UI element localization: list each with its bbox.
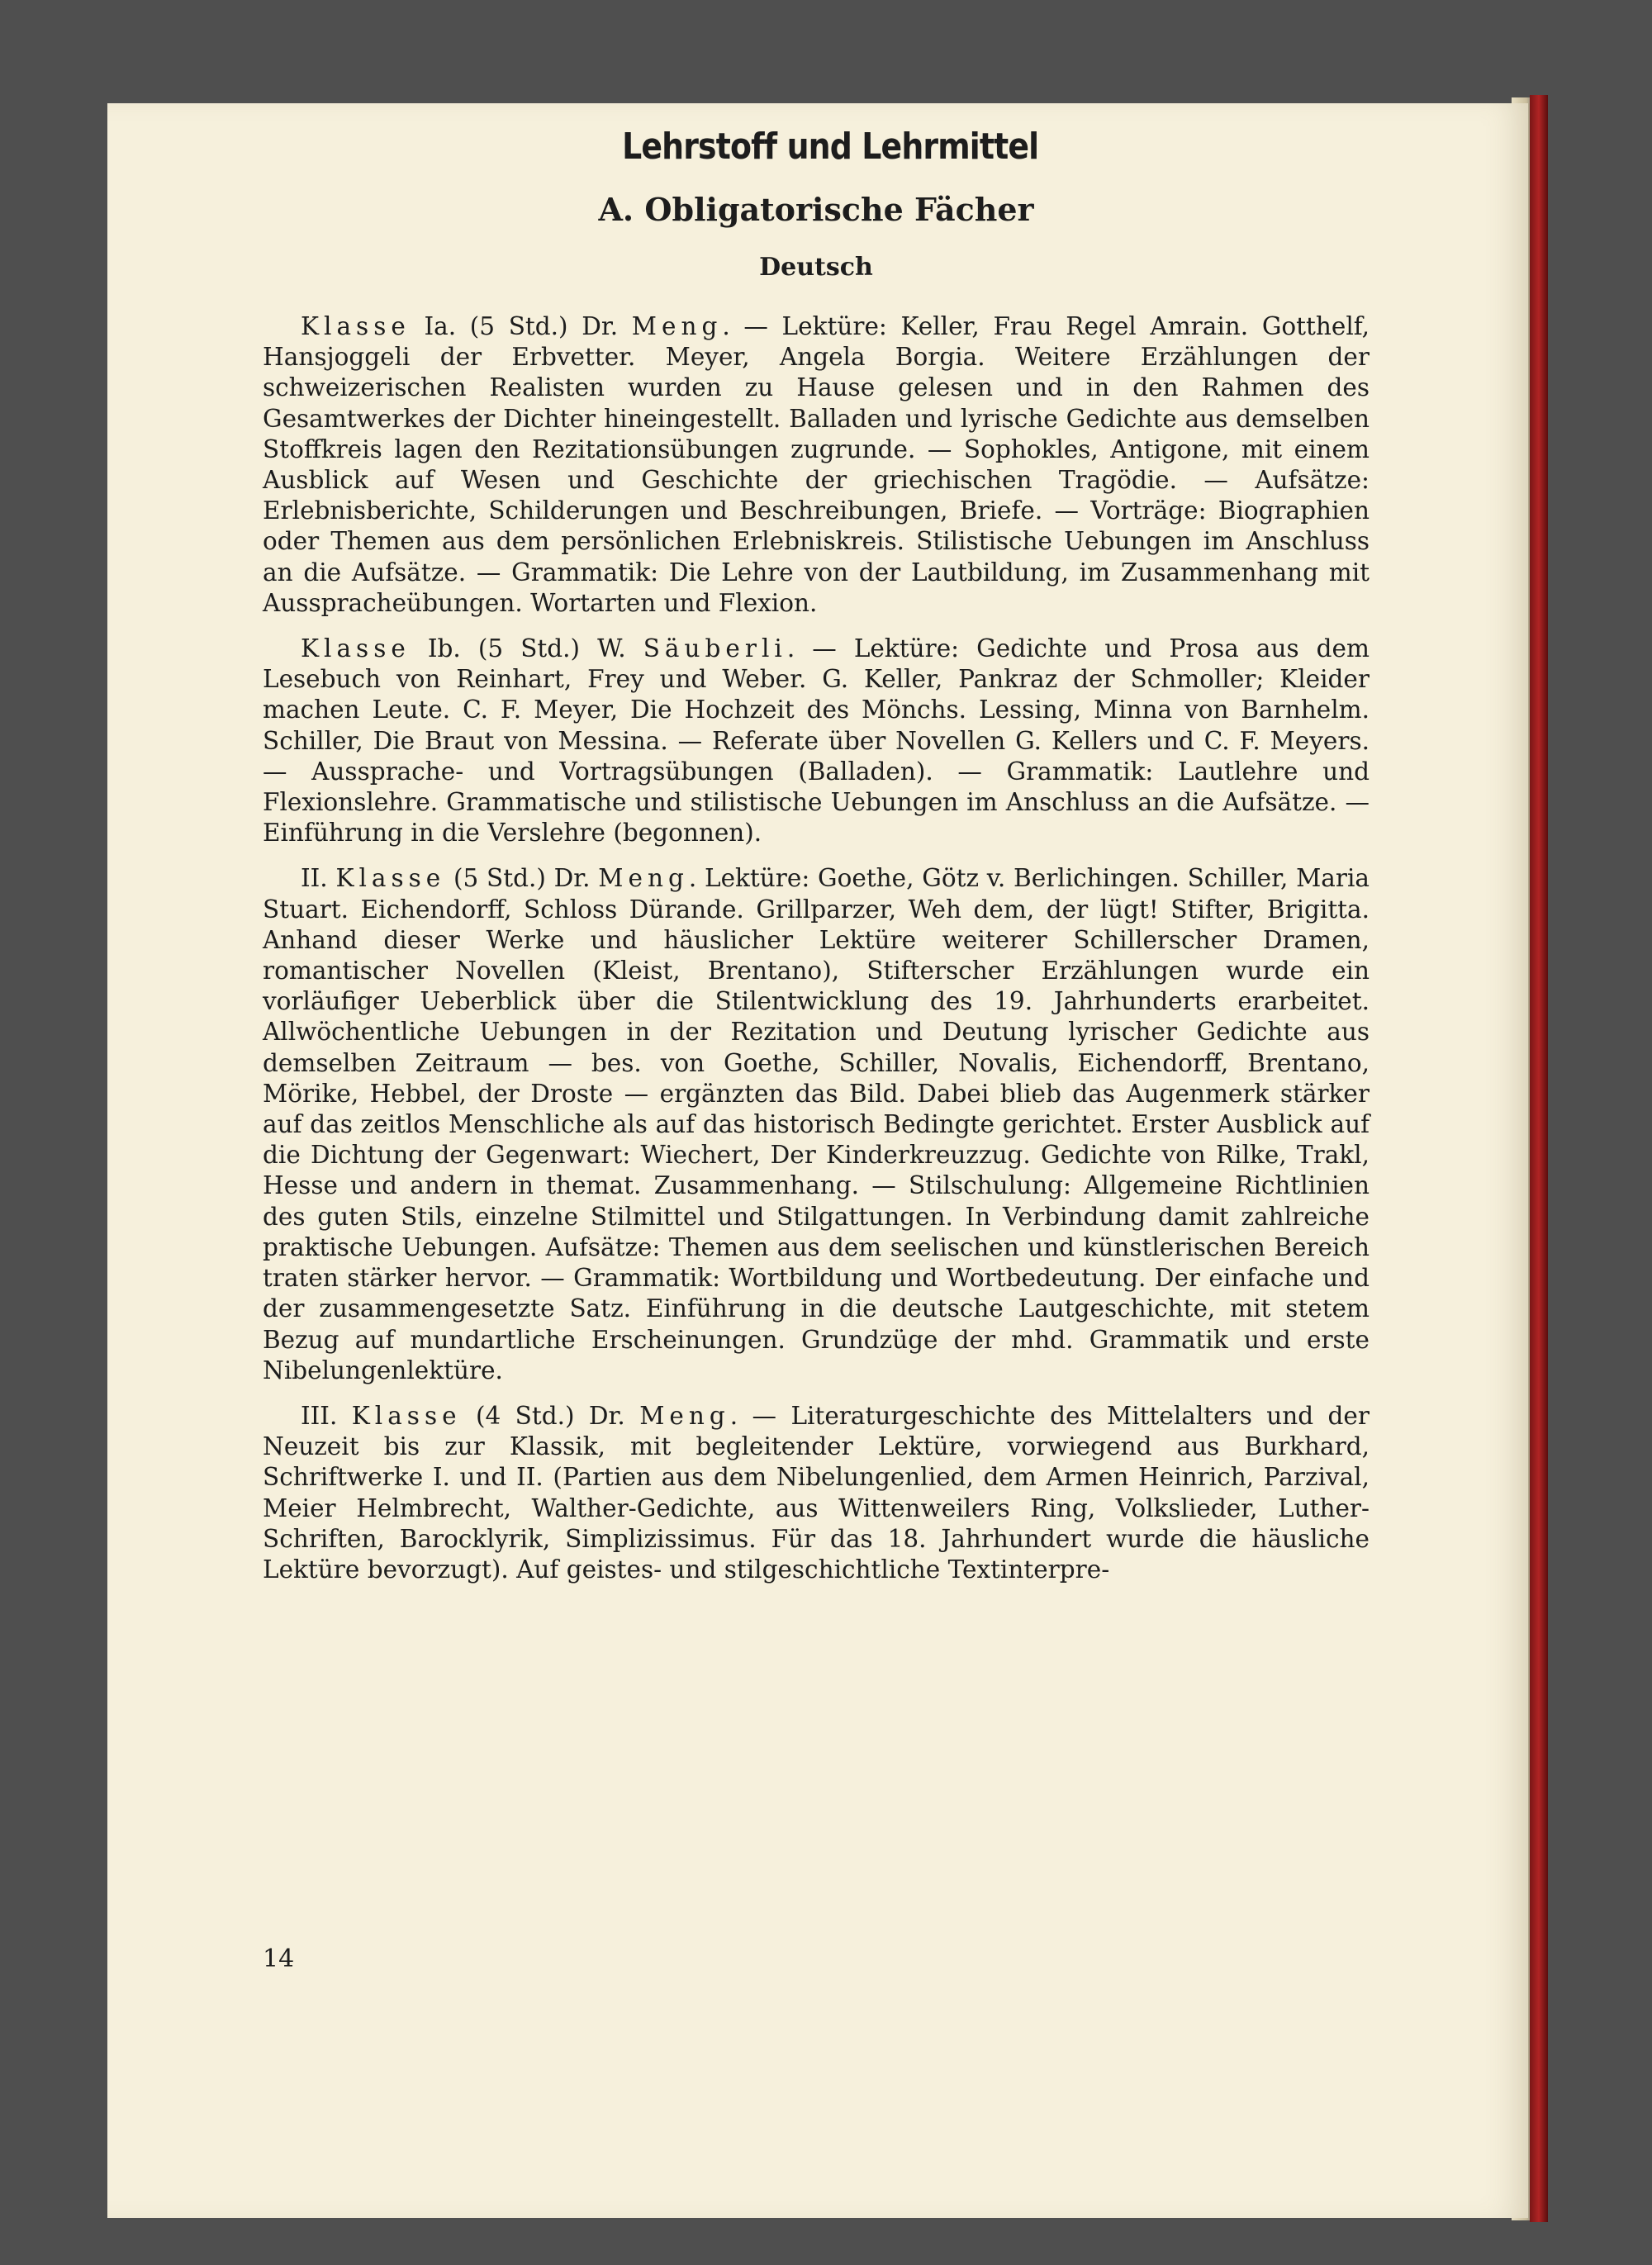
paragraph-text: . — Lektüre: Gedichte und Prosa aus dem Lesebuch von Reinhart, Frey und Weber. G. Keller, Pankraz der Schmoller; Kleider machen Leute. C. F. Meyer, Die Hochzeit des Mönchs. Lessing, Minna von Barnhelm. Schiller, Die Braut von Messina. — Referate über Novellen G. Kellers und C. F. Meyers. — Aussprache- und Vortragsübungen (Balladen). — Grammatik: Lautlehre und Flexionslehre. Grammatische und stilistische Uebungen im Anschluss an die Aufsätze. — Einführung in die Verslehre (begonnen). — [263, 634, 1370, 848]
hours-teacher: (4 Std.) Dr. — [461, 1401, 640, 1430]
class-label: Klasse — [301, 312, 411, 340]
page-content — [263, 126, 1370, 1600]
hours-teacher: (5 Std.) Dr. — [445, 864, 599, 893]
teacher-name: Meng — [598, 864, 689, 893]
paragraph-klasse-ii — [263, 863, 1370, 1385]
paragraph-klasse-iii — [263, 1401, 1370, 1585]
page-number: 14 — [263, 1944, 295, 1973]
book-spine-edge — [1530, 95, 1548, 2222]
class-id: Ib. — [410, 634, 461, 663]
class-label: Klasse — [301, 634, 411, 663]
class-label: Klasse — [335, 864, 446, 893]
paragraph-text: . — Literaturgeschichte des Mittelalters und der Neuzeit bis zur Klassik, mit begleitender Lektüre, vorwiegend aus Burkhard, Schriftwerke I. und II. (Partien aus dem Nibelungenlied, dem Armen Heinrich, Parzival, Meier Helmbrecht, Walther-Gedichte, aus Wittenweilers Ring, Volkslieder, Luther-Schriften, Barocklyrik, Simplizissimus. Für das 18. Jahrhundert wurde die häusliche Lektüre bevorzugt). Auf geistes- und stilgeschichtliche Textinterpre- — [263, 1401, 1370, 1584]
hours-teacher: (5 Std.) W. — [460, 634, 643, 663]
paragraph-klasse-ib — [263, 634, 1370, 848]
subject-heading: Deutsch — [759, 253, 873, 282]
paragraph-text: . Lektüre: Goethe, Götz v. Berlichingen. Schiller, Maria Stuart. Eichendorff, Schloss Dürande. Grillparzer, Weh dem, der lügt! Stifter, Brigitta. Anhand dieser Werke und häuslicher Lektüre weiterer Schillerscher Dramen, romantischer Novellen (Kleist, Brentano), Stifterscher Erzählungen wurde ein vorläufiger Ueberblick über die Stilentwicklung des 19. Jahrhunderts erarbeitet. Allwöchentliche Uebungen in der Rezitation und Deutung lyrischer Gedichte aus demselben Zeitraum — bes. von Goethe, Schiller, Novalis, Eichendorff, Brentano, Mörike, Hebbel, der Droste — ergänzten das Bild. Dabei blieb das Augenmerk stärker auf das zeitlos Menschliche als auf das historisch Bedingte gerichtet. Erster Ausblick auf die Dichtung der Gegenwart: Wiechert, Der Kinderkreuzzug. Gedichte von Rilke, Trakl, Hesse und andern in themat. Zusammenhang. — Stilschulung: Allgemeine Richtlinien des guten Stils, einzelne Stilmittel und Stilgattungen. In Verbindung damit zahlreiche praktische Uebungen. Aufsätze: Themen aus dem seelischen und künstlerischen Bereich traten stärker hervor. — Grammatik: Wortbildung und Wortbedeutung. Der einfache und der zusammengesetzte Satz. Einführung in die deutsche Lautgeschichte, mit stetem Bezug auf mundartliche Erscheinungen. Grundzüge der mhd. Grammatik und erste Nibelungenlektüre. — [263, 864, 1370, 1384]
section-heading: A. Obligatorische Fächer — [598, 191, 1034, 228]
class-id: II. — [301, 864, 336, 893]
hours-teacher: (5 Std.) Dr. — [456, 312, 632, 340]
paragraph-text: . — Lektüre: Keller, Frau Regel Amrain. Gotthelf, Hansjoggeli der Erbvetter. Meyer, Angela Borgia. Weitere Erzählungen der schweizerischen Realisten wurden zu Hause gelesen und in den Rahmen des Gesamtwerkes der Dichter hineingestellt. Balladen und lyrische Gedichte aus demselben Stoffkreis lagen den Rezitationsübungen zugrunde. — Sophokles, Antigone, mit einem Ausblick auf Wesen und Geschichte der griechischen Tragödie. — Aufsätze: Erlebnisberichte, Schilderungen und Beschreibungen, Briefe. — Vorträge: Biographien oder Themen aus dem persönlichen Erlebniskreis. Stilistische Uebungen im Anschluss an die Aufsätze. — Grammatik: Die Lehre von der Lautbildung, im Zusammenhang mit Ausspracheübungen. Wortarten und Flexion. — [263, 312, 1370, 617]
paragraph-list — [263, 311, 1370, 1585]
teacher-name: Meng — [631, 312, 723, 340]
class-id: Ia. — [410, 312, 457, 340]
teacher-name: Meng — [639, 1401, 730, 1430]
class-label: Klasse — [351, 1401, 462, 1430]
paragraph-klasse-ia — [263, 311, 1370, 619]
teacher-name: Säuberli — [643, 634, 787, 663]
page-title: Lehrstoff und Lehrmittel — [622, 126, 1039, 168]
class-id: III. — [301, 1401, 352, 1430]
